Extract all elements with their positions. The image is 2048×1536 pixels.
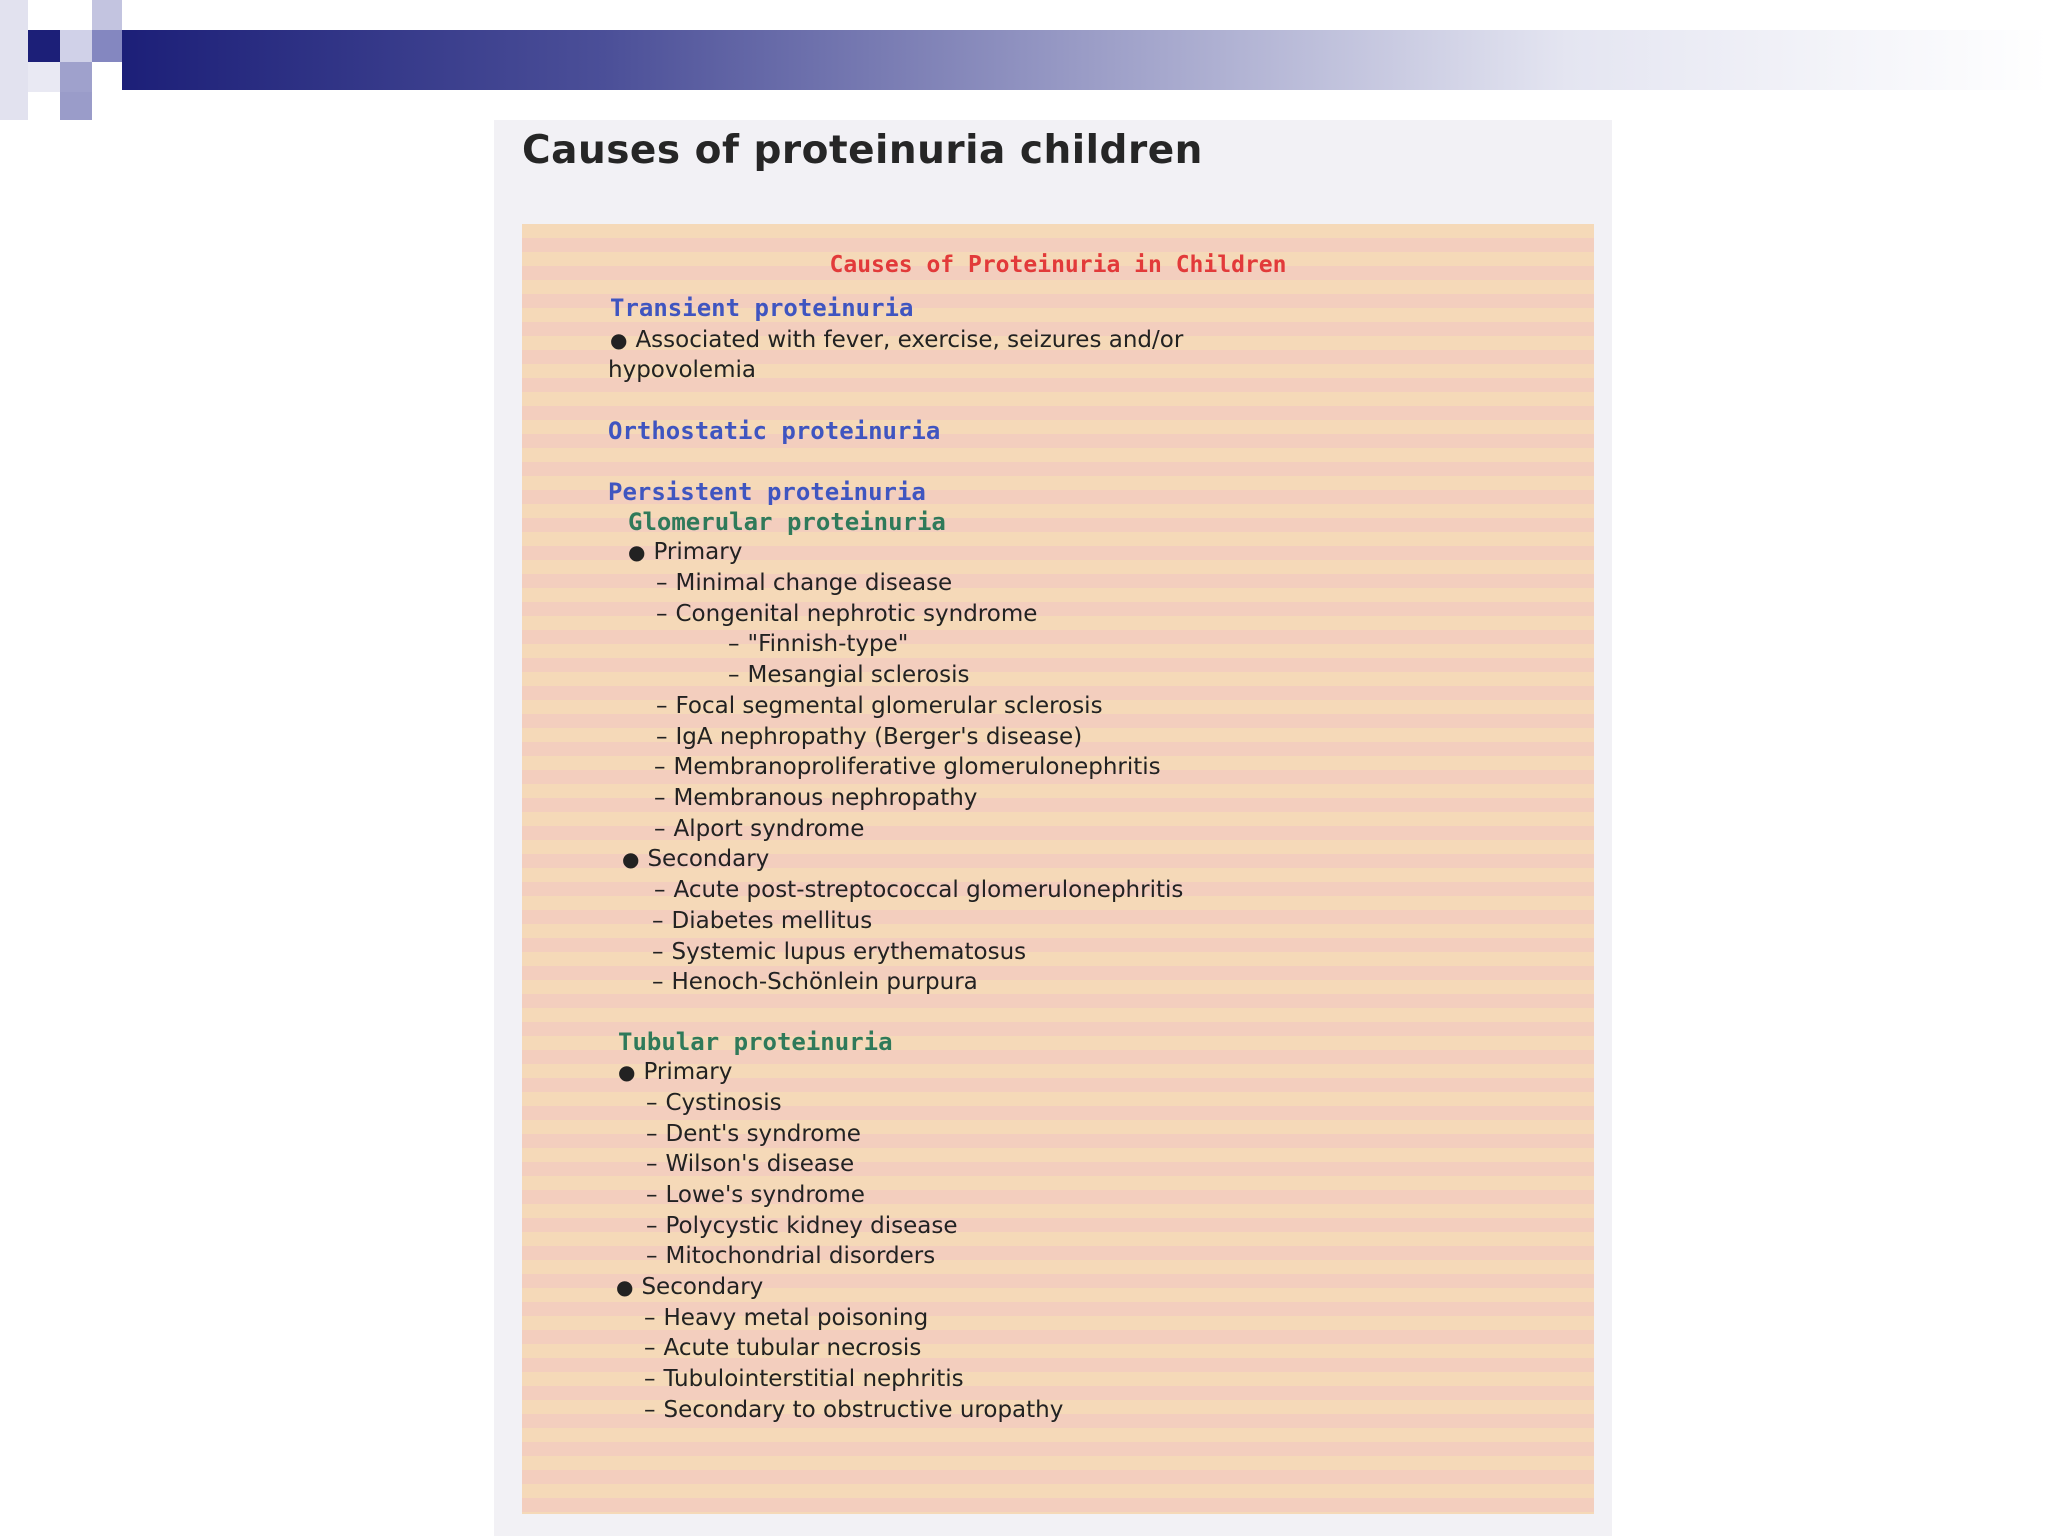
list-item: – Tubulointerstitial nephritis <box>644 1365 964 1393</box>
list-item: – Henoch-Schönlein purpura <box>652 968 978 996</box>
header-decor-square <box>60 92 92 120</box>
tubular-primary-label: ● Primary <box>618 1058 732 1086</box>
box-title: Causes of Proteinuria in Children <box>829 252 1287 278</box>
list-item: – Mitochondrial disorders <box>646 1242 935 1270</box>
tubular-heading: Tubular proteinuria <box>618 1028 893 1056</box>
list-item: – Congenital nephrotic syndrome <box>656 600 1037 628</box>
list-item: – IgA nephropathy (Berger's disease) <box>656 723 1082 751</box>
list-item: – Wilson's disease <box>646 1150 854 1178</box>
list-item: – Secondary to obstructive uropathy <box>644 1396 1063 1424</box>
list-item: – "Finnish-type" <box>728 630 908 658</box>
list-item: – Cystinosis <box>646 1089 782 1117</box>
transient-text-line2: hypovolemia <box>608 357 756 383</box>
header-decor-square <box>28 30 60 62</box>
header-decor-square <box>60 62 92 92</box>
transient-text-line1: ● Associated with fever, exercise, seizures and/or <box>610 326 1183 354</box>
persistent-heading: Persistent proteinuria <box>608 478 926 506</box>
glomerular-heading: Glomerular proteinuria <box>628 508 946 536</box>
header-decor-square <box>92 30 122 62</box>
causes-table-box <box>522 224 1594 1514</box>
glomerular-secondary-label: ● Secondary <box>622 845 769 873</box>
list-item: – Polycystic kidney disease <box>646 1212 958 1240</box>
list-item: – Alport syndrome <box>654 815 864 843</box>
tubular-secondary-label: ● Secondary <box>616 1273 763 1301</box>
header-decor-square <box>60 30 92 62</box>
header-decor-square <box>92 0 122 30</box>
list-item: – Lowe's syndrome <box>646 1181 865 1209</box>
orthostatic-heading: Orthostatic proteinuria <box>608 417 941 445</box>
header-decor-square <box>0 0 28 120</box>
list-item: – Dent's syndrome <box>646 1120 861 1148</box>
list-item: – Acute post-streptococcal glomerulonephritis <box>654 876 1183 904</box>
scanned-page-image <box>494 120 1612 1536</box>
glomerular-primary-label: ● Primary <box>628 538 742 566</box>
header-decor-square <box>28 62 60 92</box>
list-item: – Membranous nephropathy <box>654 784 977 812</box>
list-item: – Systemic lupus erythematosus <box>652 938 1026 966</box>
transient-heading: Transient proteinuria <box>610 294 914 322</box>
list-item: – Mesangial sclerosis <box>728 661 969 689</box>
list-item: – Heavy metal poisoning <box>644 1304 928 1332</box>
list-item: – Minimal change disease <box>656 569 952 597</box>
header-gradient-bar <box>122 30 2048 90</box>
list-item: – Diabetes mellitus <box>652 907 872 935</box>
list-item: – Focal segmental glomerular sclerosis <box>656 692 1103 720</box>
list-item: – Membranoproliferative glomerulonephritis <box>654 753 1161 781</box>
page-title: Causes of proteinuria children <box>522 128 1203 173</box>
list-item: – Acute tubular necrosis <box>644 1334 921 1362</box>
